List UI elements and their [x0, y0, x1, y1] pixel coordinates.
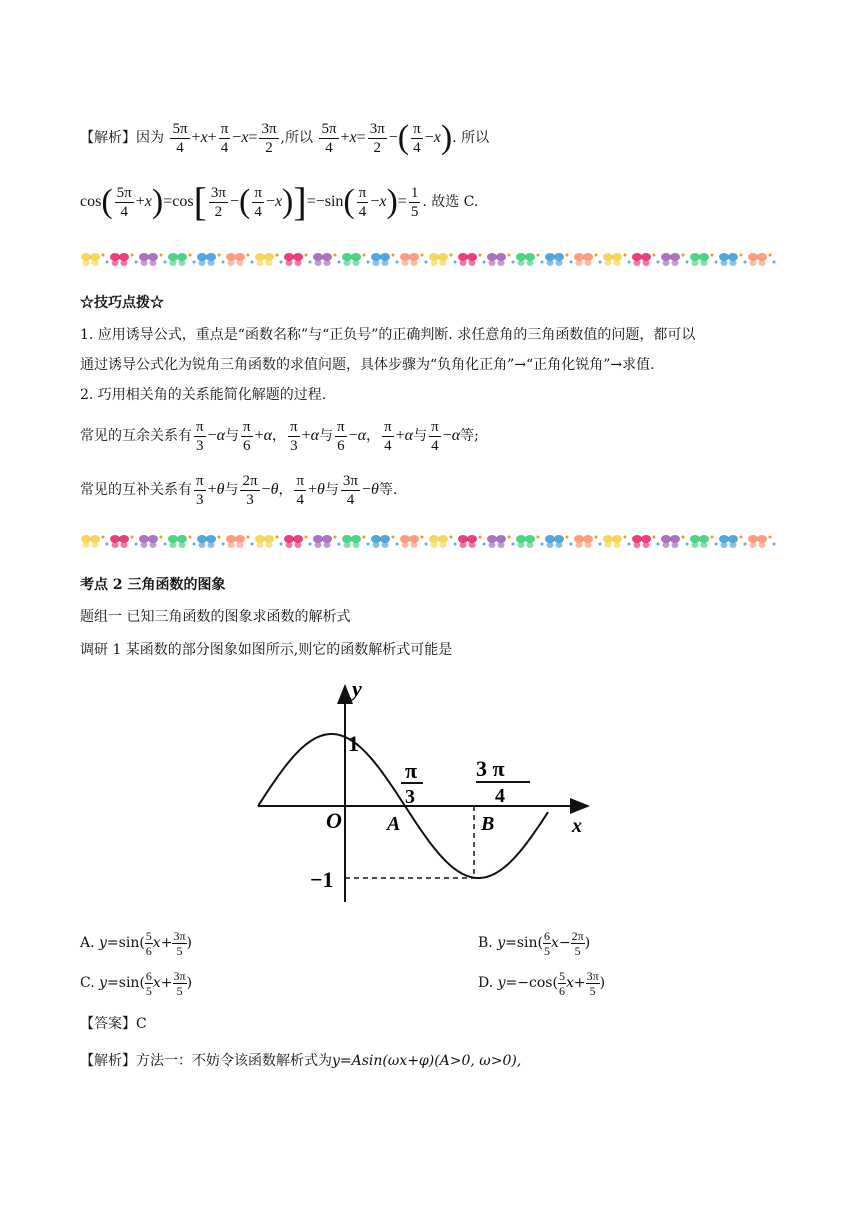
pi3-denominator: 3 — [405, 786, 415, 808]
butterfly-icon — [690, 535, 718, 548]
solution-2-line — [80, 1050, 521, 1072]
butterfly-divider — [78, 249, 778, 269]
butterfly-icon — [197, 253, 225, 266]
option-b-letter: B. — [478, 935, 493, 951]
supplementary-prefix: 常见的互补关系有 — [80, 482, 192, 498]
question-text: 调研 1 某函数的部分图象如图所示,则它的函数解析式可能是 — [80, 642, 453, 658]
butterfly-icon — [545, 253, 573, 266]
fraction-1-5: $\frac{1}{5}$ — [410, 184, 419, 220]
butterfly-icon — [400, 253, 428, 266]
fraction-5pi-4: $\frac{5\pi}{4}$ — [321, 120, 337, 156]
butterfly-icon — [661, 535, 689, 548]
butterfly-icon — [632, 253, 660, 266]
fraction-3pi-2: $\frac{3\pi}{2}$ — [261, 120, 277, 156]
butterfly-icon — [313, 535, 341, 548]
solution-2-text: 方法一：不妨令该函数解析式为 — [136, 1053, 332, 1069]
solution-line-1: 【解析】因为 $\frac{5\pi}{4}$ +x+ $\frac{\pi}{4}$ −x= $\frac{3\pi}{2}$ ,所以 $\frac{5\pi}{4}$ +x= $\frac{3\pi}{2}$ −( $\frac{\pi}{4}$ −x). 所以 — [80, 119, 490, 156]
solution-2-label: 【解析】 — [80, 1053, 136, 1069]
3pi4-denominator: 4 — [495, 785, 505, 807]
butterfly-icon — [603, 535, 631, 548]
butterfly-icon — [110, 535, 138, 548]
sin-text: sin — [324, 193, 344, 210]
butterfly-icon — [516, 535, 544, 548]
complementary-prefix: 常见的互余关系有 — [80, 428, 192, 444]
butterfly-icon — [574, 253, 602, 266]
section-title: 考点 2 三角函数的图象 — [80, 577, 226, 593]
solution-ending: . 故选 C. — [422, 194, 479, 210]
butterfly-icon — [400, 535, 428, 548]
fraction-pi-4: $\frac{\pi}{4}$ — [254, 184, 262, 220]
solution-text-so2: . 所以 — [452, 130, 490, 146]
solution-label: 【解析】 — [80, 130, 136, 146]
fraction-pi-4: $\frac{\pi}{4}$ — [358, 184, 367, 220]
point-a-label: A — [387, 813, 401, 835]
butterfly-icon — [487, 253, 515, 266]
butterfly-icon — [429, 535, 457, 548]
option-c-letter: C. — [80, 975, 95, 991]
one-label: 1 — [348, 731, 359, 756]
butterfly-icon — [226, 535, 254, 548]
origin-label: O — [326, 808, 342, 833]
solution-text-so: ,所以 — [280, 130, 313, 146]
fraction-5pi-4: $\frac{5\pi}{4}$ — [172, 120, 188, 156]
section-group: 题组一 已知三角函数的图象求函数的解析式 — [80, 609, 351, 625]
y-axis-label: y — [352, 678, 362, 701]
fraction-pi-4: $\frac{\pi}{4}$ — [220, 120, 229, 156]
butterfly-icon — [458, 535, 486, 548]
option-c: C. y=sin( $\frac{6}{5}$ x+ $\frac{3\pi}{5}$ ) — [80, 968, 193, 998]
butterfly-icon — [197, 535, 225, 548]
tips-paragraph-2: 2. 巧用相关角的关系能简化解题的过程. — [80, 387, 327, 403]
butterfly-icon — [632, 535, 660, 548]
butterfly-icon — [690, 253, 718, 266]
tips-paragraph-1b: 通过诱导公式化为锐角三角函数的求值问题，具体步骤为“负角化正角”→“正角化锐角”→求值. — [80, 357, 655, 373]
fraction-5pi-4: $\frac{5\pi}{4}$ — [116, 184, 132, 220]
butterfly-icon — [719, 535, 747, 548]
butterfly-icon — [313, 253, 341, 266]
butterfly-icon — [168, 253, 196, 266]
3pi4-numerator: 3 π — [476, 756, 505, 781]
butterfly-icon — [371, 253, 399, 266]
option-a: A. y=sin( $\frac{5}{6}$ x+ $\frac{3\pi}{5}$ ) — [80, 928, 192, 958]
option-d-letter: D. — [478, 975, 494, 991]
function-graph — [250, 678, 595, 910]
butterfly-icon — [284, 535, 312, 548]
butterfly-icon — [545, 535, 573, 548]
fraction-3pi-2: $\frac{3\pi}{2}$ — [369, 120, 385, 156]
cos-text: cos — [172, 193, 194, 210]
butterfly-icon — [255, 535, 283, 548]
solution-line-2: cos( $\frac{5\pi}{4}$ +x)=cos[ $\frac{3\pi}{2}$ −( $\frac{\pi}{4}$ −x)]=−sin( $\frac{\pi}{4}$ −x)= $\frac{1}{5}$ . 故选 C. — [80, 179, 479, 224]
butterfly-icon — [139, 535, 167, 548]
tips-paragraph-1a: 1. 应用诱导公式，重点是“函数名称”与“正负号”的正确判断. 求任意角的三角函数值的问题，都可以 — [80, 327, 696, 343]
butterfly-icon — [284, 253, 312, 266]
butterfly-icon — [487, 535, 515, 548]
butterfly-icon — [139, 253, 167, 266]
butterfly-icon — [371, 535, 399, 548]
option-b: B. y=sin( $\frac{6}{5}$ x− $\frac{2\pi}{5}$ ) — [478, 928, 591, 958]
butterfly-icon — [81, 253, 109, 266]
fraction-3pi-2: $\frac{3\pi}{2}$ — [210, 184, 226, 220]
pi3-numerator: π — [405, 758, 418, 783]
supplementary-line: 常见的互补关系有 $\frac{\pi}{3}$ +θ与 $\frac{2\pi}{3}$ −θ， $\frac{\pi}{4}$ +θ与 $\frac{3\pi}{4}$ −θ等. — [80, 472, 398, 508]
option-d: D. y=−cos( $\frac{5}{6}$ x+ $\frac{3\pi}{5}$ ) — [478, 968, 606, 998]
cos-text: cos — [80, 193, 102, 210]
tips-heading: ☆技巧点拨☆ — [80, 295, 164, 311]
point-b-label: B — [481, 813, 495, 835]
butterfly-icon — [110, 253, 138, 266]
option-a-letter: A. — [80, 935, 95, 951]
butterfly-icon — [226, 253, 254, 266]
butterfly-icon — [748, 253, 776, 266]
butterfly-icon — [429, 253, 457, 266]
answer: 【答案】C — [80, 1016, 147, 1032]
solution-text-because: 因为 — [136, 130, 164, 146]
butterfly-icon — [516, 253, 544, 266]
butterfly-icon — [81, 535, 109, 548]
butterfly-icon — [458, 253, 486, 266]
butterfly-icon — [661, 253, 689, 266]
butterfly-icon — [719, 253, 747, 266]
butterfly-divider — [78, 531, 778, 551]
butterfly-icon — [342, 253, 370, 266]
fraction-pi-4: $\frac{\pi}{4}$ — [413, 120, 421, 156]
x-axis-label: x — [572, 815, 582, 837]
butterfly-icon — [168, 535, 196, 548]
butterfly-icon — [603, 253, 631, 266]
complementary-line: 常见的互余关系有 $\frac{\pi}{3}$ −α与 $\frac{\pi}{6}$ +α， $\frac{\pi}{3}$ +α与 $\frac{\pi}{6}$ −α， $\frac{\pi}{4}$ +α与 $\frac{\pi}{4}$ −α等; — [80, 418, 479, 454]
butterfly-icon — [574, 535, 602, 548]
butterfly-icon — [342, 535, 370, 548]
solution-2-formula: y=Asin(ωx+φ)(A>0, ω>0), — [332, 1053, 522, 1069]
neg-one-label: −1 — [310, 867, 334, 892]
butterfly-icon — [748, 535, 776, 548]
butterfly-icon — [255, 253, 283, 266]
